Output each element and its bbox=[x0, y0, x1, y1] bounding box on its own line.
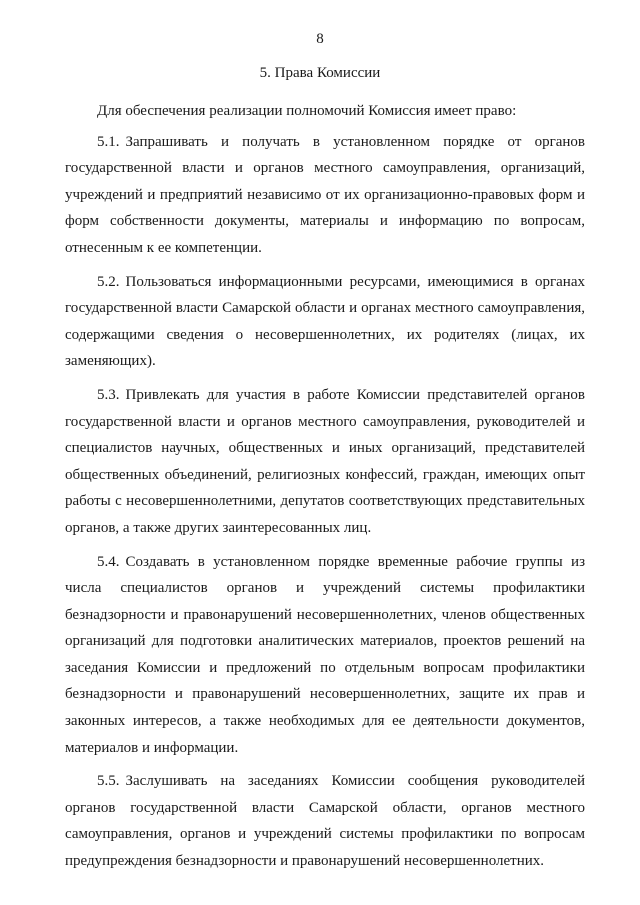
intro-paragraph: Для обеспечения реализации полномочий Комиссия имеет право: bbox=[97, 103, 517, 119]
clause-text: Привлекать для участия в работе Комиссии представителей органов государственной власти и органов местного самоуправления, руководителей и специалистов научных, общественных и иных организаций, представителей общественных объединений, религиозных конфессий, граждан, имеющих опыт работы с несовершеннолетними, депутатов соответствующих представительных органов, а также других заинтересованных лиц. bbox=[65, 386, 585, 536]
clause-5-4 bbox=[65, 549, 585, 762]
clause-5-1 bbox=[65, 129, 585, 262]
clause-number: 5.4. bbox=[97, 553, 120, 570]
section-title: 5. Права Комиссии bbox=[259, 65, 381, 81]
clause-5-5 bbox=[65, 768, 585, 874]
clause-text: Создавать в установленном порядке временные рабочие группы из числа специалистов органов и учреждений системы профилактики безнадзорности и правонарушений несовершеннолетних, членов общественных организаций для подготовки аналитических материалов, проектов решений на заседания Комиссии и предложений по отдельным вопросам профилактики безнадзорности и правонарушений несовершеннолетних, защите их прав и законных интересов, а также необходимых для ее деятельности документов, материалов и информации. bbox=[65, 553, 585, 756]
clause-5-2 bbox=[65, 269, 585, 375]
clause-text: Заслушивать на заседаниях Комиссии сообщения руководителей органов государственной власти Самарской области, органов местного самоуправления, органов и учреждений системы профилактики по вопросам предупреждения безнадзорности и правонарушений несовершеннолетних. bbox=[65, 773, 585, 870]
clause-text: Пользоваться информационными ресурсами, имеющимися в органах государственной власти Самарской области и органах местного самоуправления, содержащими сведения о несовершеннолетних, их родителях (лицах, их заменяющих). bbox=[65, 273, 585, 370]
page-number: 8 bbox=[316, 31, 324, 47]
clause-number: 5.2. bbox=[97, 273, 120, 290]
clause-number: 5.5. bbox=[97, 773, 120, 790]
section-body bbox=[65, 98, 585, 882]
clause-number: 5.3. bbox=[97, 386, 120, 403]
clause-5-3 bbox=[65, 382, 585, 542]
clause-text: Запрашивать и получать в установленном порядке от органов государственной власти и органов местного самоуправления, организаций, учреждений и предприятий независимо от их организационно-правовых форм и форм собственности документы, материалы и информацию по вопросам, отнесенным к ее компетенции. bbox=[65, 133, 585, 256]
clause-number: 5.1. bbox=[97, 133, 120, 150]
